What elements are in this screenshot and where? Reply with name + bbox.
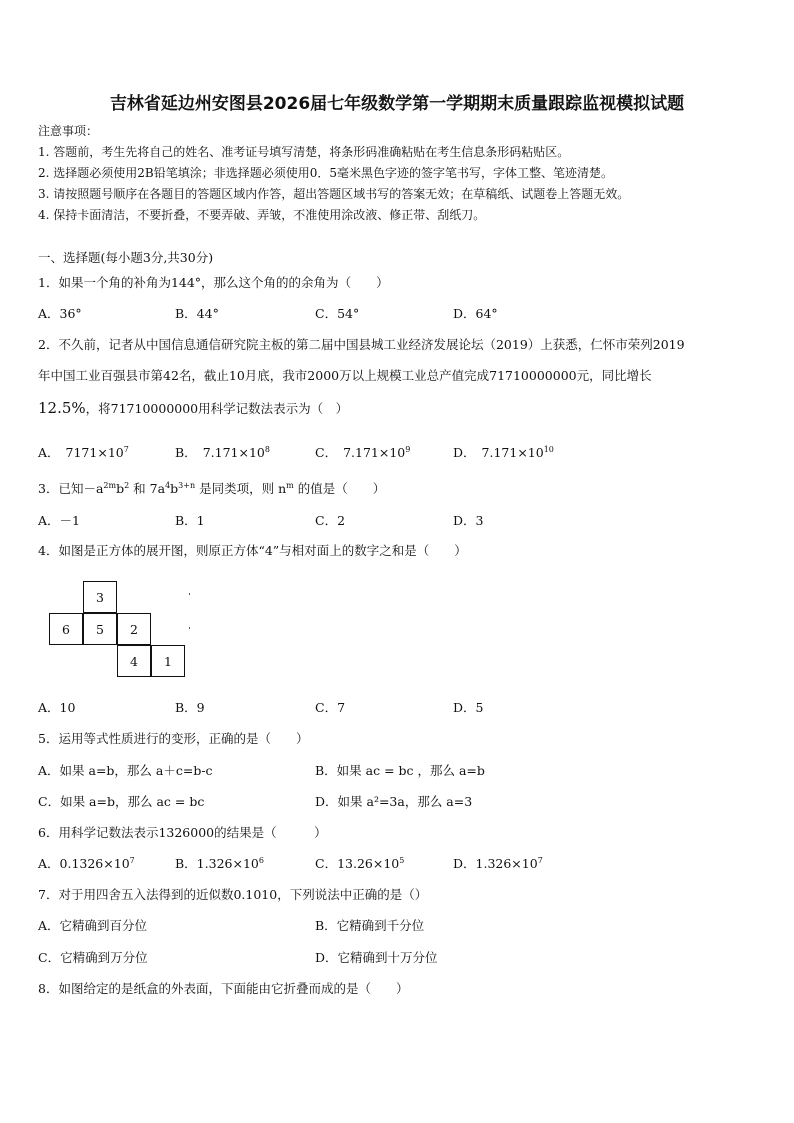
option-exponent: 8 — [264, 444, 270, 454]
exponent: 4 — [165, 480, 171, 490]
option-exponent: 9 — [405, 444, 411, 454]
notice-item-4: 4. 保持卡面清洁，不要折叠，不要弄破、弄皱，不准使用涂改液、修正带、刮纸刀。 — [38, 208, 486, 222]
net-cell-top: 3 — [83, 581, 117, 613]
question-6-option-d — [453, 854, 543, 872]
question-2-percentage: 12.5% — [38, 399, 86, 417]
question-1-option-d: D．64° — [453, 306, 498, 321]
question-6-option-a — [38, 854, 135, 872]
question-4-option-c: C．7 — [315, 700, 346, 715]
option-label: D． — [453, 445, 476, 460]
net-cell-left: 6 — [49, 613, 83, 645]
option-mantissa: 7.171×10 — [343, 445, 406, 460]
net-cell-bottom-2: 1 — [151, 645, 185, 677]
option-exponent: 7 — [123, 444, 129, 454]
question-5-option-b: B．如果 ac = bc ，那么 a=b — [315, 763, 485, 778]
question-7-option-c: C．它精确到万分位 — [38, 950, 148, 965]
question-3-option-b: B．1 — [175, 513, 205, 528]
option-label: A． — [38, 445, 60, 460]
option-label: C．13.26×10 — [315, 856, 400, 871]
stem-part: 和 7a — [129, 481, 166, 496]
stem-part: b — [170, 481, 179, 496]
question-3-stem — [38, 479, 385, 497]
exam-title: 吉林省延边州安图县2026届七年级数学第一学期期末质量跟踪监视模拟试题 — [109, 94, 685, 114]
stem-part: 3．已知－a — [38, 481, 104, 496]
question-4-option-a: A．10 — [38, 700, 76, 715]
question-5-stem: 5．运用等式性质进行的变形，正确的是（ ） — [38, 731, 309, 746]
notice-item-1: 1. 答题前，考生先将自己的姓名、准考证号填写清楚，将条形码准确粘贴在考生信息条形码粘贴区。 — [38, 145, 570, 159]
question-7-option-b: B．它精确到千分位 — [315, 918, 425, 933]
question-2-option-b — [175, 443, 270, 461]
question-3-option-a: A．－1 — [38, 513, 80, 528]
exponent: 3+n — [178, 480, 196, 490]
net-dot — [189, 593, 190, 595]
question-5-option-d: D．如果 a²=3a，那么 a=3 — [315, 794, 473, 809]
question-7-option-a: A．它精确到百分位 — [38, 918, 148, 933]
option-exponent: 10 — [543, 444, 554, 454]
exponent: 2m — [103, 480, 117, 490]
net-dot — [189, 627, 190, 629]
question-2-option-a — [38, 443, 129, 461]
question-4-stem: 4．如图是正方体的展开图，则原正方体“4”与相对面上的数字之和是（ ） — [38, 543, 467, 558]
question-8-stem: 8．如图给定的是纸盒的外表面，下面能由它折叠而成的是（ ） — [38, 981, 409, 996]
question-1-option-a: A．36° — [38, 306, 82, 321]
stem-part: 是同类项，则 n — [195, 481, 287, 496]
stem-part: 的值是（ ） — [293, 481, 386, 496]
question-5-option-a: A．如果 a=b，那么 a＋c=b-c — [38, 763, 213, 778]
notice-item-2: 2. 选择题必须使用2B铅笔填涂；非选择题必须使用0．5毫米黑色字迹的签字笔书写，字体工整、笔迹清楚。 — [38, 166, 613, 180]
net-cell-middle: 5 — [83, 613, 117, 645]
question-2-option-d — [453, 443, 554, 461]
option-mantissa: 7.171×10 — [481, 445, 544, 460]
option-mantissa: 7.171×10 — [202, 445, 265, 460]
section-heading: 一、选择题(每小题3分,共30分) — [38, 250, 214, 265]
question-1-option-c: C．54° — [315, 306, 360, 321]
option-exponent: 7 — [537, 855, 543, 865]
question-1-stem: 1．如果一个角的补角为144°，那么这个角的的余角为（ ） — [38, 275, 389, 290]
stem-part: b — [116, 481, 125, 496]
question-6-option-c — [315, 854, 404, 872]
option-exponent: 7 — [129, 855, 135, 865]
notice-heading: 注意事项： — [38, 124, 99, 138]
question-2-stem-line-2: 年中国工业百强县市第42名，截止10月底，我市2000万以上规模工业总产值完成71710000000元，同比增长 — [38, 368, 652, 383]
option-label: C． — [315, 445, 338, 460]
question-5-option-c: C．如果 a=b，那么 ac = bc — [38, 794, 205, 809]
option-exponent: 5 — [399, 855, 405, 865]
option-label: B．1.326×10 — [175, 856, 259, 871]
question-2-stem-tail: ，将71710000000用科学记数法表示为（ ） — [85, 401, 349, 416]
question-7-option-d: D．它精确到十万分位 — [315, 950, 438, 965]
question-3-option-d: D．3 — [453, 513, 484, 528]
option-exponent: 6 — [258, 855, 264, 865]
question-4-option-b: B．9 — [175, 700, 205, 715]
question-2-option-c — [315, 443, 410, 461]
question-2-stem-line-1: 2．不久前，记者从中国信息通信研究院主板的第二届中国县城工业经济发展论坛（2019）上获悉，仁怀市荣列2019 — [38, 337, 685, 352]
net-cell-right: 2 — [117, 613, 151, 645]
question-1-option-b: B．44° — [175, 306, 219, 321]
option-label: B． — [175, 445, 197, 460]
question-6-stem: 6．用科学记数法表示1326000的结果是（ ） — [38, 825, 327, 840]
option-mantissa: 7171×10 — [65, 445, 124, 460]
question-3-option-c: C．2 — [315, 513, 346, 528]
option-label: A．0.1326×10 — [38, 856, 130, 871]
notice-item-3: 3. 请按照题号顺序在各题目的答题区域内作答，超出答题区域书写的答案无效；在草稿纸、试题卷上答题无效。 — [38, 187, 630, 201]
option-label: D．1.326×10 — [453, 856, 538, 871]
question-7-stem: 7．对于用四舍五入法得到的近似数0.1010，下列说法中正确的是（） — [38, 887, 428, 902]
exponent: 2 — [124, 480, 130, 490]
question-6-option-b — [175, 854, 264, 872]
net-cell-bottom-1: 4 — [117, 645, 151, 677]
question-4-option-d: D．5 — [453, 700, 484, 715]
question-2-stem-line-3 — [38, 399, 348, 417]
exponent: m — [286, 480, 294, 490]
